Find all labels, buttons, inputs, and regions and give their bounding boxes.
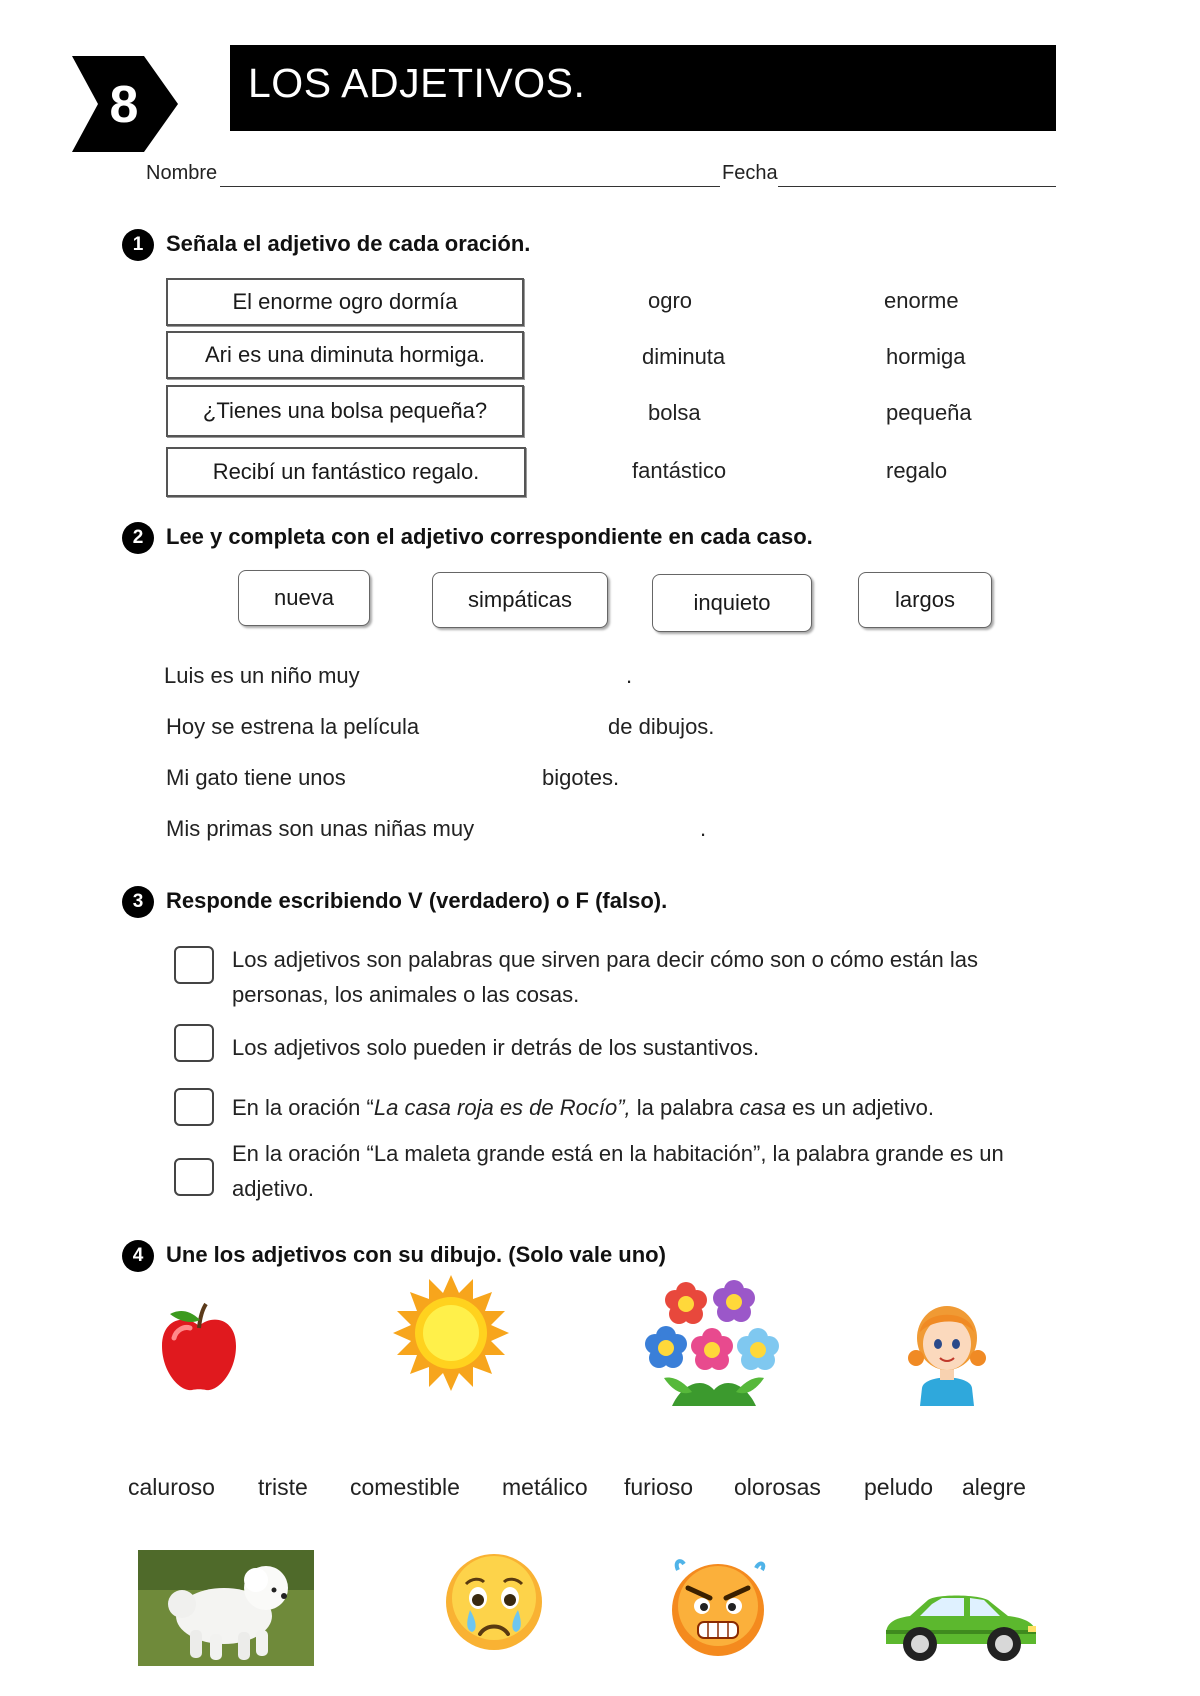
adjective-word[interactable]: comestible (350, 1474, 460, 1500)
word-box: inquieto (652, 574, 812, 632)
answer-checkbox[interactable] (174, 946, 214, 984)
date-field-line[interactable] (778, 186, 1056, 187)
word-option[interactable]: enorme (884, 288, 959, 313)
adjective-word[interactable]: peludo (864, 1474, 934, 1500)
page-title: LOS ADJETIVOS. (248, 60, 586, 106)
adjective-word[interactable]: olorosas (734, 1474, 821, 1500)
word-option[interactable]: hormiga (886, 344, 966, 369)
fill-sentence-start: Mi gato tiene unos (166, 765, 346, 790)
statement: En la oración “La casa roja es de Rocío”, la palabra casa es un adjetivo. (232, 1095, 934, 1120)
word-option[interactable]: fantástico (632, 458, 727, 483)
sun-icon[interactable] (392, 1274, 510, 1392)
exercise-2-number: 2 (122, 522, 154, 554)
fill-sentence-start: Hoy se estrena la película (166, 714, 420, 739)
answer-checkbox[interactable] (174, 1024, 214, 1062)
word-box: simpáticas (432, 572, 608, 628)
answer-checkbox[interactable] (174, 1088, 214, 1126)
name-label: Nombre (146, 162, 218, 184)
adjective-word[interactable]: metálico (502, 1474, 588, 1500)
sentence-box: Ari es una diminuta hormiga. (166, 331, 524, 379)
fill-sentence-end: de dibujos. (608, 714, 715, 739)
word-option[interactable]: bolsa (648, 400, 701, 425)
word-box: nueva (238, 570, 370, 626)
dog-icon[interactable] (138, 1550, 314, 1666)
word-option[interactable]: pequeña (886, 400, 972, 425)
statement: Los adjetivos solo pueden ir detrás de los sustantivos. (232, 1035, 760, 1060)
apple-icon[interactable] (156, 1300, 242, 1396)
fill-sentence-start: Mis primas son unas niñas muy (166, 816, 475, 841)
statement: Los adjetivos son palabras que sirven para decir cómo son o cómo están las personas, los animales o las cosas. (232, 947, 978, 1007)
name-field-line[interactable] (220, 186, 720, 187)
sentence-box: El enorme ogro dormía (166, 278, 524, 326)
word-option[interactable]: regalo (886, 458, 948, 483)
answer-checkbox[interactable] (174, 1158, 214, 1196)
exercise-1-number: 1 (122, 229, 154, 261)
flowers-icon[interactable] (642, 1280, 786, 1410)
girl-icon[interactable] (904, 1288, 990, 1406)
adjective-word[interactable]: triste (258, 1474, 308, 1500)
word-box: largos (858, 572, 992, 628)
exercise-3-instruction: Responde escribiendo V (verdadero) o F (falso). (166, 888, 668, 913)
sentence-box: ¿Tienes una bolsa pequeña? (166, 385, 524, 437)
fill-sentence-end: bigotes. (542, 765, 620, 790)
statement: En la oración “La maleta grande está en la habitación”, la palabra grande es un adjetivo. (232, 1141, 1004, 1201)
fill-sentence-start: Luis es un niño muy (164, 663, 360, 688)
fill-sentence-end: . (626, 663, 633, 688)
sentence-box: Recibí un fantástico regalo. (166, 447, 526, 497)
exercise-1-instruction: Señala el adjetivo de cada oración. (166, 231, 531, 256)
exercise-3-number: 3 (122, 886, 154, 918)
lesson-number: 8 (109, 76, 139, 134)
car-icon[interactable] (880, 1584, 1040, 1664)
exercise-4-number: 4 (122, 1240, 154, 1272)
crying-face-icon[interactable] (444, 1550, 544, 1654)
word-option[interactable]: diminuta (642, 344, 726, 369)
exercise-2-instruction: Lee y completa con el adjetivo correspondiente en cada caso. (166, 524, 813, 549)
word-option[interactable]: ogro (648, 288, 693, 313)
adjective-word[interactable]: caluroso (128, 1474, 215, 1500)
lesson-number-badge (72, 56, 178, 152)
adjective-word[interactable]: alegre (962, 1474, 1026, 1500)
angry-face-icon[interactable] (664, 1552, 774, 1662)
date-label: Fecha (722, 162, 778, 184)
fill-sentence-end: . (700, 816, 707, 841)
exercise-4-instruction: Une los adjetivos con su dibujo. (Solo vale uno) (166, 1242, 666, 1267)
adjective-word[interactable]: furioso (624, 1474, 694, 1500)
